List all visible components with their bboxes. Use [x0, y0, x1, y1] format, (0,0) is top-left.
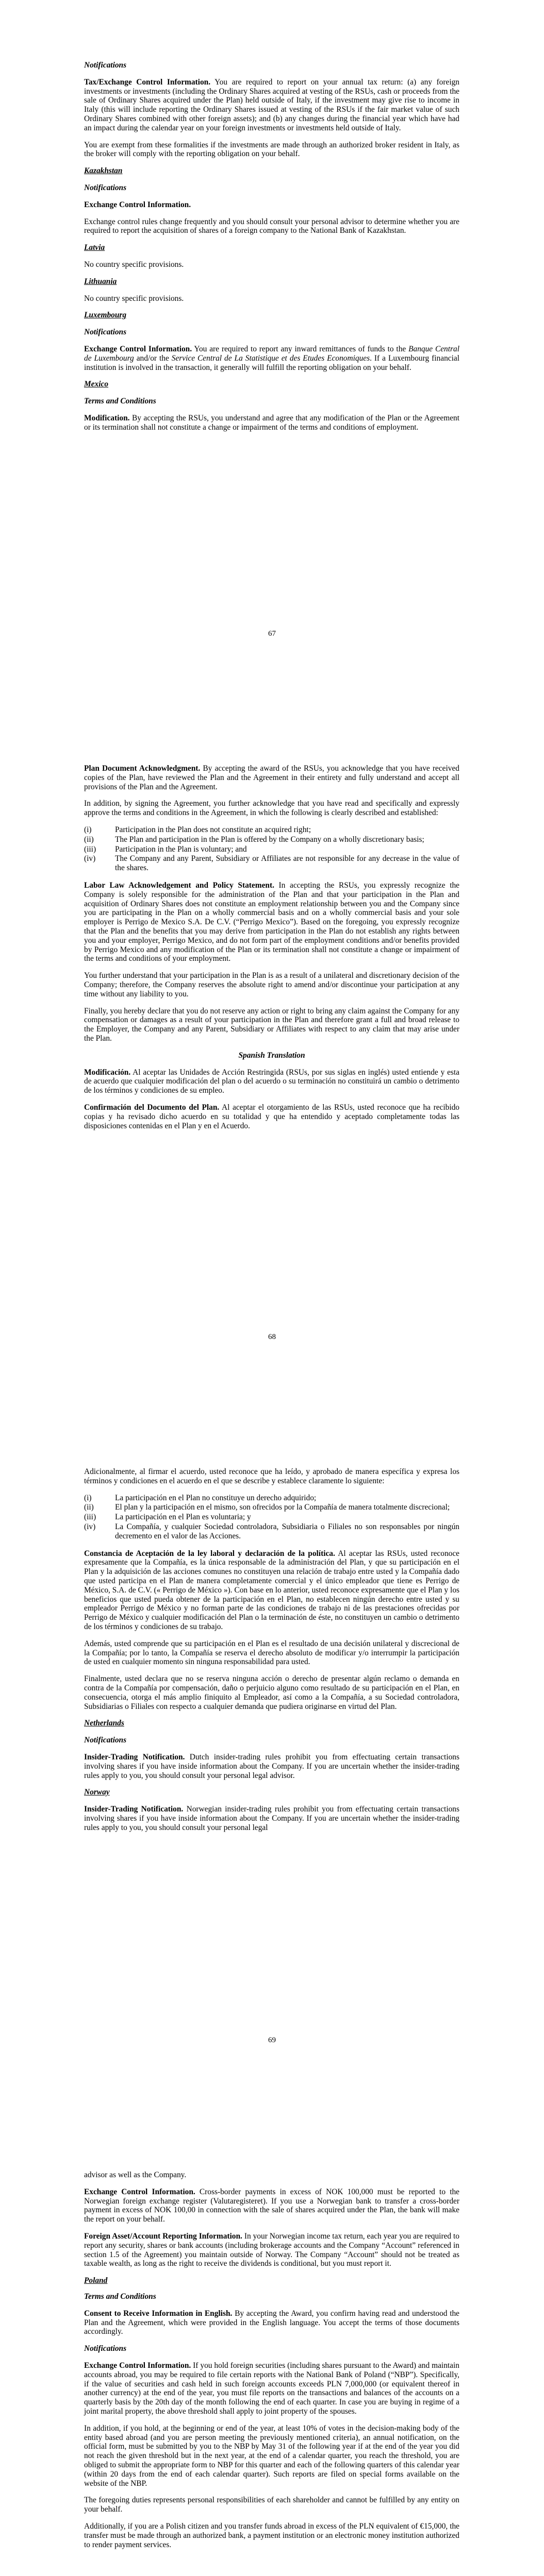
section-heading: Terms and Conditions — [84, 397, 156, 406]
country-heading: Kazakhstan — [84, 166, 123, 176]
list-item-text: The Company and any Parent, Subsidiary or Affiliates are not responsible for any decrease in the value of the shares. — [115, 854, 459, 873]
paragraph-lead: Foreign Asset/Account Reporting Information. — [84, 2231, 242, 2241]
paragraph: Finalmente, usted declara que no se reserva ninguna acción o derecho de presentar algún reclamo o demanda en contra de la Compañía por compensación, daño o perjuicio alguno como resultado de su participación en el Plan, en consecuencia, otorga el más amplio finiquito al Empleador, así como a la Compañía, a su Sociedad controladora, Subsidiarias o Filiales con respecto a cualquier demanda que pudiera originarse en virtud del Plan. — [84, 1674, 459, 1711]
country-heading: Mexico — [84, 380, 109, 389]
paragraph: Confirmación del Documento del Plan. Al aceptar el otorgamiento de las RSUs, usted reconoce que ha recibido copias y ha revisado dicho acuerdo en su totalidad y que ha entendido y aceptado completamente todas las disposiciones contenidas en el Plan y en el Acuerdo. — [84, 1103, 460, 1130]
section-heading: Notifications — [84, 61, 127, 70]
page-number: 69 — [268, 2036, 276, 2044]
paragraph-lead: Insider-Trading Notification. — [84, 1805, 184, 1814]
list-item-text: La Compañía, y cualquier Sociedad controladora, Subsidiaria o Filiales no son responsables por ningún decremento en el valor de las Acciones. — [115, 1522, 459, 1540]
page-content — [84, 1467, 459, 1840]
country-heading: Norway — [84, 1788, 110, 1797]
paragraph-lead: Exchange Control Information. — [84, 344, 192, 353]
list-item-number: (i) — [84, 825, 92, 834]
section-heading: Terms and Conditions — [84, 2292, 156, 2301]
paragraph-lead: Plan Document Acknowledgment. — [84, 764, 201, 773]
paragraph: Modification. By accepting the RSUs, you understand and agree that any modification of the Plan or the Agreement or its termination shall not constitute a change or impairment of the terms and conditions of employment. — [84, 413, 459, 432]
paragraph: Labor Law Acknowledgement and Policy Statement. In accepting the RSUs, you expressly recognize the Company is solely responsible for the administration of the Plan and that your participation in the Plan and acquisition of Ordinary Shares does not constitute an employment relationship between you and the Company since you are participating in the Plan on a wholly commercial basis and on a wholly commercial basis and your sole employer is Perrigo de Mexico S.A. De C.V. (“Perrigo Mexico”). Based on the foregoing, you expressly recognize that the Plan and the benefits that you may derive from participation in the Plan do not establish any rights between you and your employer, Perrigo Mexico, and do not form part of the employment conditions and/or benefits provided by Perrigo Mexico and any modification of the Plan or its termination shall not constitute a change or impairment of the terms and conditions of your employment. — [84, 880, 459, 963]
list-item-text: Participation in the Plan is voluntary; and — [115, 844, 247, 854]
paragraph-lead: Tax/Exchange Control Information. — [84, 77, 211, 87]
list-item-number: (iv) — [84, 854, 96, 863]
paragraph: The foregoing duties represents personal responsibilities of each shareholder and cannot be fulfilled by any entity on your behalf. — [84, 2496, 459, 2514]
list-item — [84, 1522, 459, 1541]
country-heading: Lithuania — [84, 277, 117, 286]
section-heading: Notifications — [84, 328, 127, 337]
paragraph: No country specific provisions. — [84, 294, 184, 303]
paragraph: You further understand that your participation in the Plan is as a result of a unilateral and discretionary decision of the Company; therefore, the Company reserves the absolute right to amend and/or discontinue your participation at any time without any liability to you. — [84, 971, 459, 998]
paragraph: In addition, by signing the Agreement, you further acknowledge that you have read and specifically and expressly approve the terms and conditions in the Agreement, in which the following is clearly described and established: — [84, 799, 459, 818]
paragraph: Plan Document Acknowledgment. By accepting the award of the RSUs, you acknowledge that you have received copies of the Plan, have reviewed the Plan and the Agreement in their entirety and fully understand and accept all provisions of the Plan and the Agreement. — [84, 764, 459, 791]
paragraph: Exchange Control Information. Cross-border payments in excess of NOK 100,000 must be reported to the Norwegian foreign exchange register (Valutaregisteret). If you use a Norwegian bank to transfer a cross-border payment in excess of NOK 100,00 in connection with the sale of shares acquired under the Plan, the bank will make the report on your behalf. — [84, 2187, 460, 2224]
list-item-number: (iii) — [84, 844, 96, 854]
paragraph: Finally, you hereby declare that you do not reserve any action or right to bring any claim against the Company for any compensation or damages as a result of your participation in the Plan and therefore grant a full and broad release to the Employer, the Company and any Parent, Subsidiary or Affiliates with respect to any claim that may arise under the Plan. — [84, 1006, 459, 1043]
list-item-number: (ii) — [84, 1503, 94, 1512]
list-item — [84, 1503, 459, 1512]
list-item-number: (i) — [84, 1493, 92, 1502]
paragraph: Insider-Trading Notification. Norwegian insider-trading rules prohibit you from effectuating certain transactions involving shares if you have inside information about the Company. If you are uncertain whether the insider-trading rules apply to you, you should consult your personal legal — [84, 1805, 459, 1832]
list-item-text: La participación en el Plan es voluntaria; y — [115, 1513, 251, 1522]
page-3 — [0, 1406, 544, 2110]
page-number: 68 — [268, 1333, 276, 1341]
paragraph: You are exempt from these formalities if the investments are made through an authorized broker resident in Italy, as the broker will comply with the reporting obligation on your behalf. — [84, 140, 459, 159]
list-item-text: El plan y la participación en el mismo, son ofrecidos por la Compañía de manera totalmente discrecional; — [115, 1503, 450, 1512]
page-1 — [0, 0, 544, 703]
country-heading: Netherlands — [84, 1719, 124, 1728]
institution-name: Banque Central de Luxembourg — [84, 344, 459, 363]
section-heading: Notifications — [84, 1736, 127, 1745]
paragraph-lead: Exchange Control Information. — [84, 2361, 191, 2370]
country-heading: Luxembourg — [84, 311, 127, 320]
paragraph-lead: Exchange Control Information. — [84, 200, 191, 209]
list-item — [84, 854, 459, 873]
paragraph: Constancia de Aceptación de la ley laboral y declaración de la política. Al aceptar las RSUs, usted reconoce expresamente que la Compañía, es la única responsable de la administración del Plan, y que su participación en el Plan y la adquisición de las acciones comunes no constituyen una relación de trabajo entre usted y la Compañía dado que usted participa en el Plan de manera completamente comercial y el único empleador que tiene es Perrigo de México, S.A. de C.V. (« Perrigo de México »). Con base en lo anterior, usted reconoce expresamente que el Plan y los beneficios que usted pueda obtener de la participación en el Plan, no establecen ningún derecho entre usted y su empleador Perrigo de México y no forman parte de las condiciones de trabajo ni de las prestaciones ofrecidas por Perrigo de México y cualquier modificación del Plan o la terminación de éste, no constituyen un cambio o detrimento de los términos y condiciones de su trabajo. — [84, 1549, 459, 1631]
list-item — [84, 1494, 459, 1503]
paragraph: Exchange Control Information. If you hold foreign securities (including shares pursuant to the Award) and maintain accounts abroad, you may be required to file certain reports with the National Bank of Poland (“NBP”). Specifically, if the value of securities and cash held in such foreign accounts exceeds PLN 7,000,000 (or equivalent thereof in another currency) at the end of the year, you must file reports on the transactions and balances of the accounts on a quarterly basis by the 20th day of the month following the end of each quarter. In case you are buying in regime of a joint marital property, the above threshold shall apply to joint property of the spouses. — [84, 2361, 459, 2416]
page-content — [84, 764, 459, 1138]
page-number: 67 — [268, 630, 276, 638]
section-heading: Notifications — [84, 183, 127, 192]
paragraph-lead: Exchange Control Information. — [84, 2187, 195, 2196]
numbered-list — [84, 1494, 459, 1541]
numbered-list — [84, 825, 459, 873]
list-item — [84, 1513, 459, 1522]
page-2 — [0, 703, 544, 1406]
paragraph: Tax/Exchange Control Information. You are required to report on your annual tax return: (a) any foreign investments or investments (including the Ordinary Shares acquired at vesting of the RSUs, cash or proceeds from the sale of Ordinary Shares acquired under the Plan) held outside of Italy, if the investment may give rise to income in Italy (this will include reporting the Ordinary Shares issued at vesting of the RSUs if the fair market value of such Ordinary Shares combined with other foreign assets); and (b) any changes during the financial year which have had an impact during the calendar year on your foreign investments or investments held outside of Italy. — [84, 77, 459, 132]
paragraph-lead: Consent to Receive Information in English. — [84, 2309, 233, 2318]
page-content — [84, 61, 459, 440]
list-item-number: (iv) — [84, 1522, 96, 1531]
paragraph: Foreign Asset/Account Reporting Information. In your Norwegian income tax return, each year you are required to report any security, shares or bank accounts (including brokerage accounts and the Company “Account” referenced in section 1.5 of the Agreement) you maintain outside of Norway. The Company “Account” should not be treated as taxable wealth, as long as the right to receive the dividends is conditional, but you must report it. — [84, 2231, 460, 2268]
paragraph-lead: Insider-Trading Notification. — [84, 1752, 185, 1761]
paragraph-lead: Modificación. — [84, 1067, 131, 1077]
page-4 — [0, 2110, 544, 2576]
list-item — [84, 845, 459, 854]
paragraph-lead: Confirmación del Documento del Plan. — [84, 1103, 220, 1112]
paragraph: No country specific provisions. — [84, 260, 184, 269]
paragraph: In addition, if you hold, at the beginning or end of the year, at least 10% of votes in the decision-making body of the entity based abroad (and you are person meeting the previously mentioned criteria), an annual notification, on the official form, must be submitted by you to the NBP by May 31 of the following year if at the end of the year you did not reach the given threshold but in the next year, at the end of a calendar quarter, you reach the threshold, you are obliged to submit the appropriate form to NBP for this quarter and each of the following quarters of this calendar year (within 20 days from the end of each calendar quarter). Such reports are filed on special forms available on the website of the NBP. — [84, 2424, 459, 2488]
list-item-number: (ii) — [84, 835, 94, 844]
translation-heading: Spanish Translation — [238, 1050, 305, 1060]
paragraph: advisor as well as the Company. — [84, 2171, 187, 2179]
list-item — [84, 825, 459, 835]
section-heading: Notifications — [84, 2344, 127, 2353]
country-heading: Poland — [84, 2276, 108, 2285]
list-item-text: The Plan and participation in the Plan is offered by the Company on a wholly discretionary basis; — [115, 835, 424, 844]
page-content — [84, 2171, 459, 2557]
country-heading: Latvia — [84, 243, 105, 252]
paragraph: Insider-Trading Notification. Dutch insider-trading rules prohibit you from effectuating certain transactions involving shares if you have inside information about the Company. If you are uncertain whether the insider-trading rules apply to you, you should consult your personal legal advisor. — [84, 1752, 459, 1780]
list-item — [84, 835, 459, 844]
paragraph: Adicionalmente, al firmar el acuerdo, usted reconoce que ha leído, y aprobado de manera específica y expresa los términos y condiciones en el acuerdo en el que se describe y establece claramente lo siguiente: — [84, 1467, 459, 1485]
list-item-text: Participation in the Plan does not constitute an acquired right; — [115, 825, 311, 834]
paragraph-lead: Constancia de Aceptación de la ley laboral y declaración de la política. — [84, 1549, 335, 1558]
paragraph: Además, usted comprende que su participación en el Plan es el resultado de una decisión unilateral y discrecional de la Compañía; por lo tanto, la Compañía se reserva el derecho absoluto de modificar y/o interrumpir la participación de usted en cualquier momento sin ninguna responsabilidad para usted. — [84, 1639, 459, 1667]
institution-name: Service Central de La Statistique et des Etudes Economiques — [171, 353, 370, 363]
paragraph: Modificación. Al aceptar las Unidades de Acción Restringida (RSUs, por sus siglas en inglés) usted entiende y esta de acuerdo que cualquier modificación del plan o del acuerdo o su terminación no constituirá un cambio o detrimento de los términos y condiciones de su empleo. — [84, 1067, 459, 1095]
list-item-text: La participación en el Plan no constituye un derecho adquirido; — [115, 1493, 317, 1502]
list-item-number: (iii) — [84, 1513, 96, 1522]
paragraph: Exchange Control Information. You are required to report any inward remittances of funds to the Banque Central de Luxembourg and/or the Service Central de La Statistique et des Etudes Economiques. If a Luxembourg financial institution is involved in the transaction, it generally will fulfill the reporting obligation on your behalf. — [84, 344, 459, 372]
paragraph-lead: Modification. — [84, 413, 130, 422]
paragraph — [84, 200, 459, 210]
paragraph: Additionally, if you are a Polish citizen and you transfer funds abroad in excess of the PLN equivalent of €15,000, the transfer must be made through an authorized bank, a payment institution or an electronic money institution authorized to render payment services. — [84, 2521, 459, 2549]
paragraph: Exchange control rules change frequently and you should consult your personal advisor to determine whether you are required to report the acquisition of shares of a foreign company to the National Bank of Kazakhstan. — [84, 217, 459, 235]
paragraph-lead: Labor Law Acknowledgement and Policy Statement. — [84, 880, 274, 890]
paragraph: Consent to Receive Information in English. By accepting the Award, you confirm having read and understood the Plan and the Agreement, which were provided in the English language. You accept the terms of those documents accordingly. — [84, 2309, 459, 2336]
